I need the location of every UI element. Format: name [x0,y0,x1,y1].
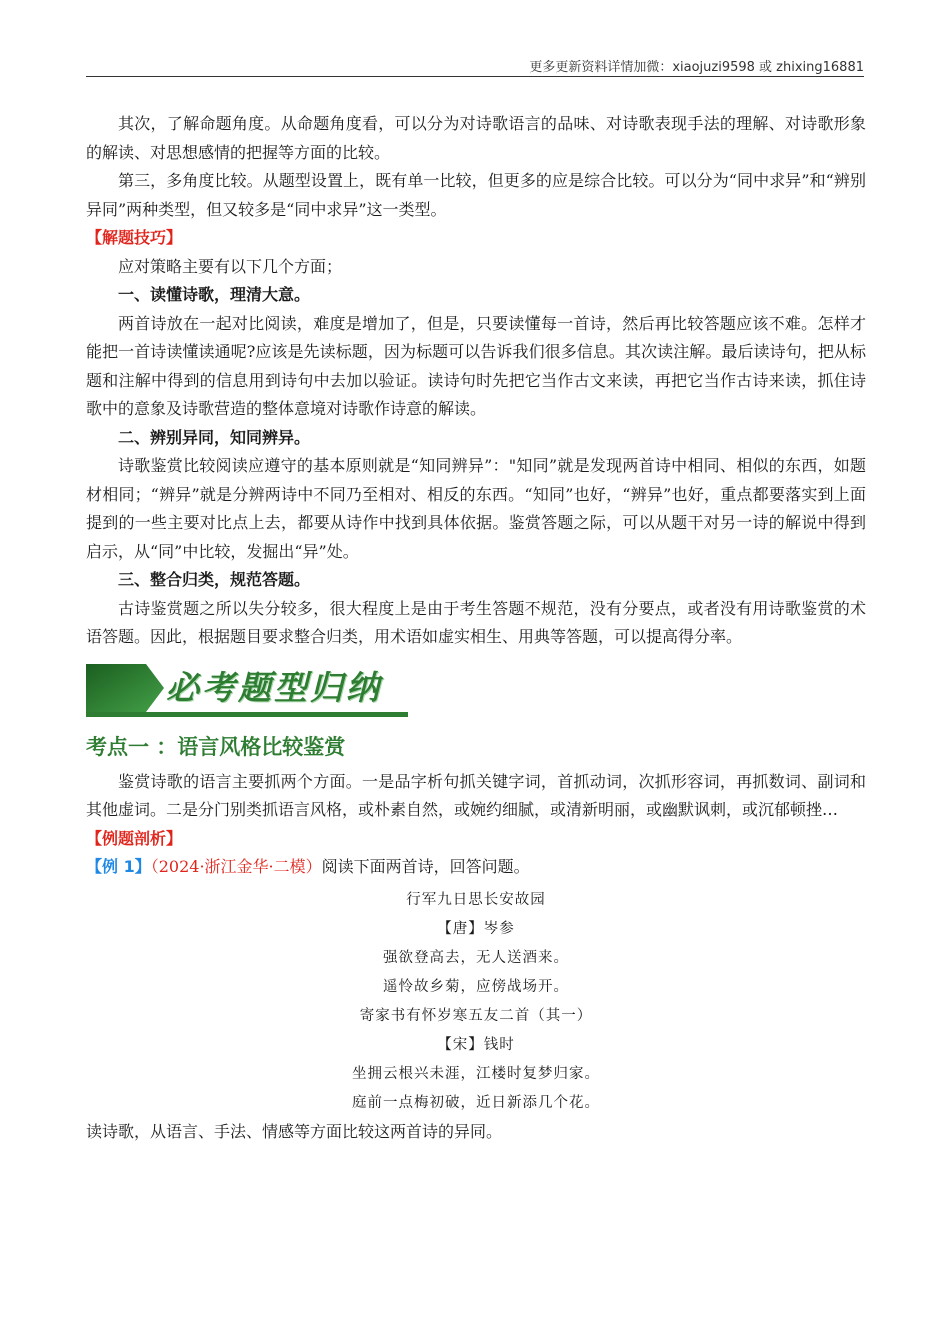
poem2-line: 坐拥云根兴未涯，江楼时复梦归家。 [352,1065,600,1082]
example-label: 【例 1】 [86,857,151,876]
poem2-line: 庭前一点梅初破，近日新添几个花。 [352,1094,600,1111]
strategy3-title: 三、整合归类，规范答题。 [118,570,311,589]
question-text: 读诗歌，从语言、手法、情感等方面比较这两首诗的异同。 [86,1121,503,1141]
header-divider [86,76,864,77]
poem1-line: 强欲登高去，无人送酒来。 [383,949,569,966]
example-source: （2024·浙江金华·二模） [150,857,322,876]
strategy3-body: 古诗鉴赏题之所以失分较多，很大程度上是由于考生答题不规范，没有分要点，或者没有用诗歌鉴赏的术语答题。因此，根据题目要求整合归类，用术语如虚实相生、用典等答题，可以提高得分率。 [86,598,866,646]
example-prompt: 阅读下面两首诗，回答问题。 [321,857,530,876]
banner-title: 必考题型归纳 [166,667,382,707]
document-body [86,110,866,1146]
strategy1-body: 两首诗放在一起对比阅读，难度是增加了，但是，只要读懂每一首诗，然后再比较答题应该不难。怎样才能把一首诗读懂读通呢?应该是先读标题，因为标题可以告诉我们很多信息。其次读注解。最后读诗句，把从标题和注解中得到的信息用到诗句中去加以验证。读诗句时先把它当作古文来读，再把它当作古诗来读，抓住诗歌中的意象及诗歌营造的整体意境对诗歌作诗意的解读。 [86,313,866,418]
example-line [86,853,866,882]
strategy2-title: 二、辨别异同，知同辨异。 [118,427,311,447]
example-tag: 【例题剖析】 [86,828,183,848]
poem1-title: 行军九日思长安故园 [406,891,546,908]
poem1-author: 【唐】岑参 [437,920,515,937]
poem1-line: 遥怜故乡菊，应傍战场开。 [383,978,569,995]
poem-block [86,886,866,1118]
page-header: 更多更新资料详情加微：xiaojuzi9598 或 zhixing16881 [529,60,864,75]
banner-underline [86,712,408,717]
tips-tag: 【解题技巧】 [86,228,183,247]
paragraph-angle: 其次，了解命题角度。从命题角度看，可以分为对诗歌语言的品味、对诗歌表现手法的理解、对诗歌形象的解读、对思想感情的把握等方面的比较。 [86,114,866,162]
section-title: 考点一 ：语言风格比较鉴赏 [86,734,346,759]
paragraph-multi-angle: 第三，多角度比较。从题型设置上，既有单一比较，但更多的应是综合比较。可以分为“同中求异”和“辨别异同”两种类型，但又较多是“同中求异”这一类型。 [86,171,866,219]
section-banner [86,662,408,718]
poem2-title: 寄家书有怀岁寒五友二首（其一） [359,1007,593,1024]
poem2-author: 【宋】钱时 [437,1036,515,1053]
strategy2-body: 诗歌鉴赏比较阅读应遵守的基本原则就是“知同辨异”："知同”就是发现两首诗中相同、相似的东西，如题材相同；“辨异”就是分辨两诗中不同乃至相对、相反的东西。“知同”也好，“辨异”也好，重点都要落实到上面提到的一些主要对比点上去，都要从诗作中找到具体依据。鉴赏答题之际，可以从题干对另一诗的解说中得到启示，从“同”中比较，发掘出“异”处。 [86,456,866,561]
section-body: 鉴赏诗歌的语言主要抓两个方面。一是品字析句抓关键字词，首抓动词，次抓形容词，再抓数词、副词和其他虚词。二是分门别类抓语言风格，或朴素自然，或婉约细腻，或清新明丽，或幽默讽刺，或沉郁顿挫… [86,771,866,819]
tips-intro: 应对策略主要有以下几个方面； [118,256,343,276]
banner-arrow-shape [86,664,164,712]
strategy1-title: 一、读懂诗歌，理清大意。 [118,285,311,304]
